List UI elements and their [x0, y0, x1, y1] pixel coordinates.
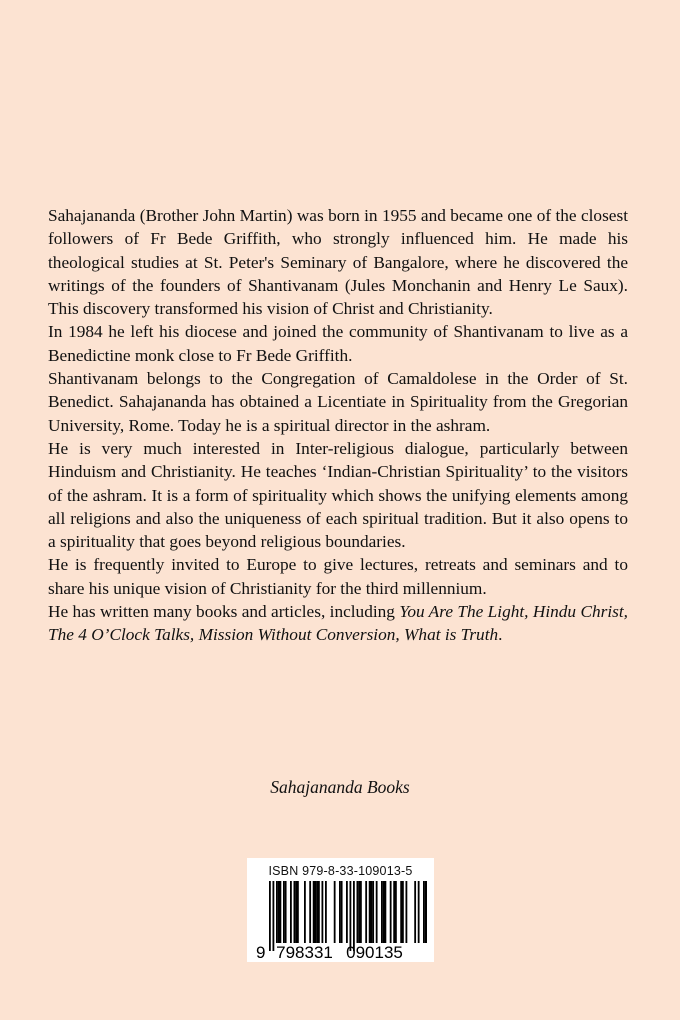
barcode-bar — [406, 881, 408, 943]
barcode-bar — [290, 881, 292, 943]
barcode-digits-left: 798331 — [276, 943, 333, 961]
barcode-bar — [334, 881, 336, 943]
books-intro: He has written many books and articles, including — [48, 602, 400, 622]
bio-paragraph-2: In 1984 he left his diocese and joined the community of Shantivanam to live as a Benedictine monk close to Fr Bede Griffith. — [48, 322, 628, 365]
barcode-bar — [315, 881, 317, 943]
barcode-bar — [425, 881, 427, 943]
publisher-name: Sahajananda Books — [270, 777, 410, 797]
barcode-bar — [295, 881, 297, 943]
barcode-bar — [278, 881, 280, 943]
barcode-bar — [313, 881, 315, 943]
barcode-bar — [316, 881, 318, 943]
barcode-bar — [322, 881, 324, 943]
barcode-bar — [381, 881, 383, 943]
barcode-digits-right: 090135 — [346, 943, 403, 961]
bio-paragraph-3: Shantivanam belongs to the Congregation of Camaldolese in the Order of St. Benedict. Sahajananda has obtained a Licentiate in Spirituality from the Gregorian University, Rome. Today he is a spiritual director in the ashram. — [48, 369, 628, 435]
isbn-label: ISBN 979-8-33-109013-5 — [268, 864, 413, 878]
barcode-graphic — [255, 881, 427, 961]
isbn-barcode — [247, 858, 434, 962]
author-biography — [48, 204, 628, 647]
barcode-bar — [309, 881, 311, 943]
barcode-bar — [423, 881, 425, 943]
barcode-bar — [371, 881, 373, 943]
barcode-bar — [418, 881, 420, 943]
barcode-bar — [304, 881, 306, 943]
books-end: . — [498, 625, 503, 645]
bio-paragraph-5: He is frequently invited to Europe to give lectures, retreats and seminars and to share his unique vision of Christianity for the third millennium. — [48, 555, 628, 598]
barcode-bar — [339, 881, 341, 943]
bio-paragraph-books — [48, 600, 628, 647]
barcode-bar — [414, 881, 416, 943]
book-titles: You Are The Light, Hindu Christ, The 4 O’Clock Talks, Mission Without Conversion, What is Truth — [48, 602, 628, 645]
barcode-bar — [357, 881, 359, 943]
barcode-bar — [285, 881, 287, 943]
barcode-bar — [358, 881, 360, 943]
barcode-bar — [372, 881, 374, 943]
barcode-bar — [346, 881, 348, 943]
barcode-bar — [383, 881, 385, 943]
barcode-bar — [318, 881, 320, 943]
barcode-bar — [280, 881, 282, 943]
barcode-bar — [350, 881, 352, 951]
bio-paragraph-1: Sahajananda (Brother John Martin) was born in 1955 and became one of the closest followers of Fr Bede Griffith, who strongly influenced him. He made his theological studies at St. Peter's Seminary of Bangalore, where he discovered the writings of the founders of Shantivanam (Jules Monchanin and Henry Le Saux). This discovery transformed his vision of Christ and Christianity. — [48, 206, 628, 319]
barcode-bar — [365, 881, 367, 943]
barcode-bar — [269, 881, 271, 951]
barcode-bar — [390, 881, 392, 943]
barcode-digit-first: 9 — [256, 943, 266, 961]
barcode-bar — [402, 881, 404, 943]
barcode-bar — [360, 881, 362, 943]
barcode-bar — [385, 881, 387, 943]
barcode-bars — [269, 881, 427, 951]
barcode-bar — [283, 881, 285, 943]
barcode-bar — [369, 881, 371, 943]
barcode-bar — [353, 881, 355, 951]
barcode-bar — [376, 881, 378, 943]
barcode-bar — [325, 881, 327, 943]
barcode-bar — [341, 881, 343, 943]
bio-paragraph-4: He is very much interested in Inter-religious dialogue, particularly between Hinduism and Christianity. He teaches ‘Indian-Christian Spirituality’ to the visitors of the ashram. It is a form of spirituality which shows the unifying elements among all religions and also the uniqueness of each spiritual tradition. But it also opens to a spirituality that goes beyond religious boundaries. — [48, 438, 628, 552]
barcode-bar — [400, 881, 402, 943]
barcode-bar — [393, 881, 395, 943]
barcode-bar — [395, 881, 397, 943]
barcode-bar — [273, 881, 275, 951]
barcode-bar — [294, 881, 296, 943]
barcode-bar — [276, 881, 278, 943]
barcode-bar — [297, 881, 299, 943]
barcode-bar — [427, 881, 428, 943]
